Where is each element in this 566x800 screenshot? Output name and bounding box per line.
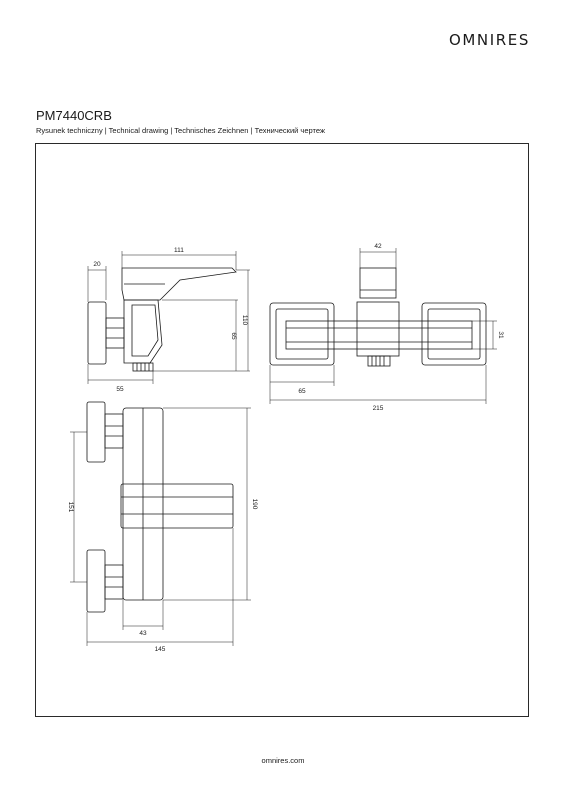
- side-view: [88, 251, 250, 384]
- front-upper-nut: [105, 414, 123, 448]
- dim-label: 65: [298, 388, 306, 395]
- top-left-handle: [270, 303, 334, 365]
- dim-label: 111: [174, 247, 184, 254]
- dim-label: 20: [93, 261, 101, 268]
- dim-label: 43: [139, 630, 147, 637]
- front-lower-nut: [105, 565, 123, 599]
- dim-label: 42: [374, 243, 382, 250]
- top-bar: [286, 321, 472, 349]
- dim-label: 190: [251, 498, 258, 510]
- dim-label: 110: [241, 314, 248, 326]
- top-right-handle: [422, 303, 486, 365]
- dim-label: 145: [154, 646, 166, 653]
- side-nut: [106, 318, 124, 348]
- brand-logo: OMNIRES: [448, 31, 530, 49]
- dim-label: 65: [230, 332, 237, 340]
- product-model: PM7440CRB: [36, 108, 112, 123]
- top-lever: [360, 268, 396, 298]
- top-outlet: [368, 356, 390, 366]
- front-upper-flange: [87, 402, 105, 462]
- side-body: [124, 300, 162, 363]
- dim-label: 31: [497, 331, 504, 339]
- dim-label: 55: [116, 386, 124, 393]
- side-flange: [88, 302, 106, 364]
- footer-url: omnires.com: [261, 756, 305, 765]
- front-lower-flange: [87, 550, 105, 612]
- top-view: [270, 248, 497, 404]
- top-body: [357, 302, 399, 356]
- dim-label: 215: [372, 405, 384, 412]
- front-lever: [121, 484, 233, 528]
- side-outlet: [133, 363, 153, 371]
- front-view: [70, 402, 251, 646]
- dim-label: 151: [67, 501, 74, 513]
- drawing-subtitle: Rysunek techniczny | Technical drawing | Technisches Zeichnen | Технический чертеж: [36, 126, 325, 135]
